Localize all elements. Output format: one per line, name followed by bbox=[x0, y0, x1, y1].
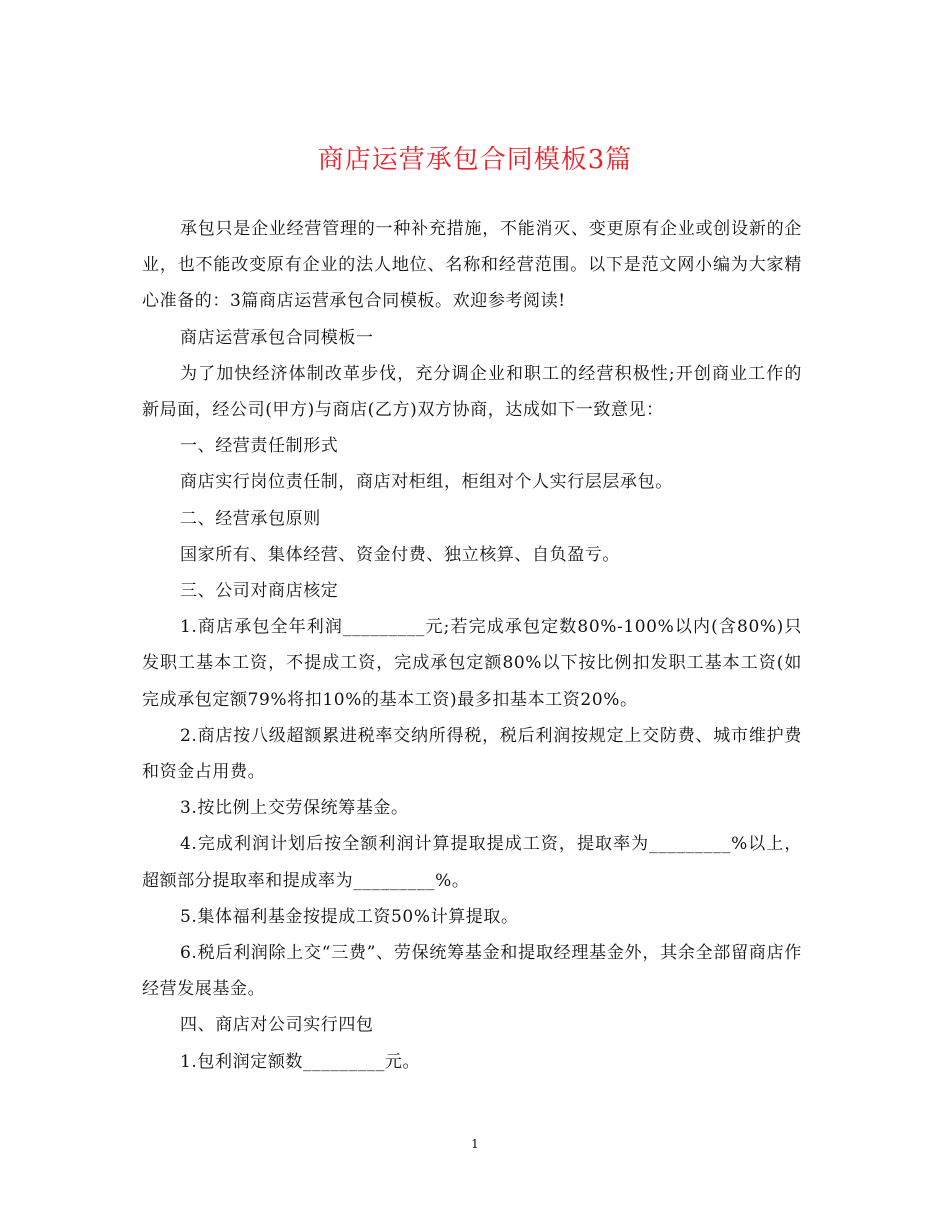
heading-contract-principles: 二、经营承包原则 bbox=[180, 508, 321, 529]
contract-principles-paragraph: 国家所有、集体经营、资金付费、独立核算、自负盈亏。 bbox=[180, 544, 620, 565]
clause-profit-target: 1.商店承包全年利润_________元;若完成承包定数80%-100%以内(含80%)只发职工基本工资，不提成工资，完成承包定额80%以下按比例扣发职工基本工资(如完成承包定额79%将扣10%的基本工资)最多扣基本工资20%。 bbox=[142, 617, 802, 710]
clause-labor-insurance: 3.按比例上交劳保统筹基金。 bbox=[180, 798, 409, 819]
document-title: 商店运营承包合同模板3篇 bbox=[317, 145, 633, 175]
heading-company-verification: 三、公司对商店核定 bbox=[180, 581, 339, 602]
clause-income-tax: 2.商店按八级超额累进税率交纳所得税，税后利润按规定上交防费、城市维护费和资金占用费。 bbox=[142, 725, 802, 783]
document-body bbox=[142, 211, 802, 1080]
intro-paragraph: 承包只是企业经营管理的一种补充措施，不能消灭、变更原有企业或创设新的企业，也不能改变原有企业的法人地位、名称和经营范围。以下是范文网小编为大家精心准备的：3篇商店运营承包合同模板。欢迎参考阅读! bbox=[142, 219, 802, 312]
responsibility-form-paragraph: 商店实行岗位责任制，商店对柜组，柜组对个人实行层层承包。 bbox=[180, 472, 673, 493]
clause-commission-rate: 4.完成利润计划后按全额利润计算提取提成工资，提取率为_________%以上，超额部分提取率和提成率为_________%。 bbox=[142, 834, 802, 891]
page-number: 1 bbox=[471, 1137, 479, 1151]
section-title-template-one: 商店运营承包合同模板一 bbox=[180, 327, 374, 348]
heading-four-guarantees: 四、商店对公司实行四包 bbox=[180, 1015, 374, 1036]
preamble-paragraph: 为了加快经济体制改革步伐，充分调企业和职工的经营积极性;开创商业工作的新局面，经公司(甲方)与商店(乙方)双方协商，达成如下一致意见： bbox=[142, 363, 802, 421]
clause-after-tax-profit: 6.税后利润除上交“三费”、劳保统筹基金和提取经理基金外，其余全部留商店作经营发展基金。 bbox=[142, 943, 802, 1000]
clause-profit-quota: 1.包利润定额数_________元。 bbox=[180, 1051, 421, 1072]
clause-welfare-fund: 5.集体福利基金按提成工资50%计算提取。 bbox=[180, 906, 519, 927]
heading-responsibility-form: 一、经营责任制形式 bbox=[180, 436, 339, 457]
